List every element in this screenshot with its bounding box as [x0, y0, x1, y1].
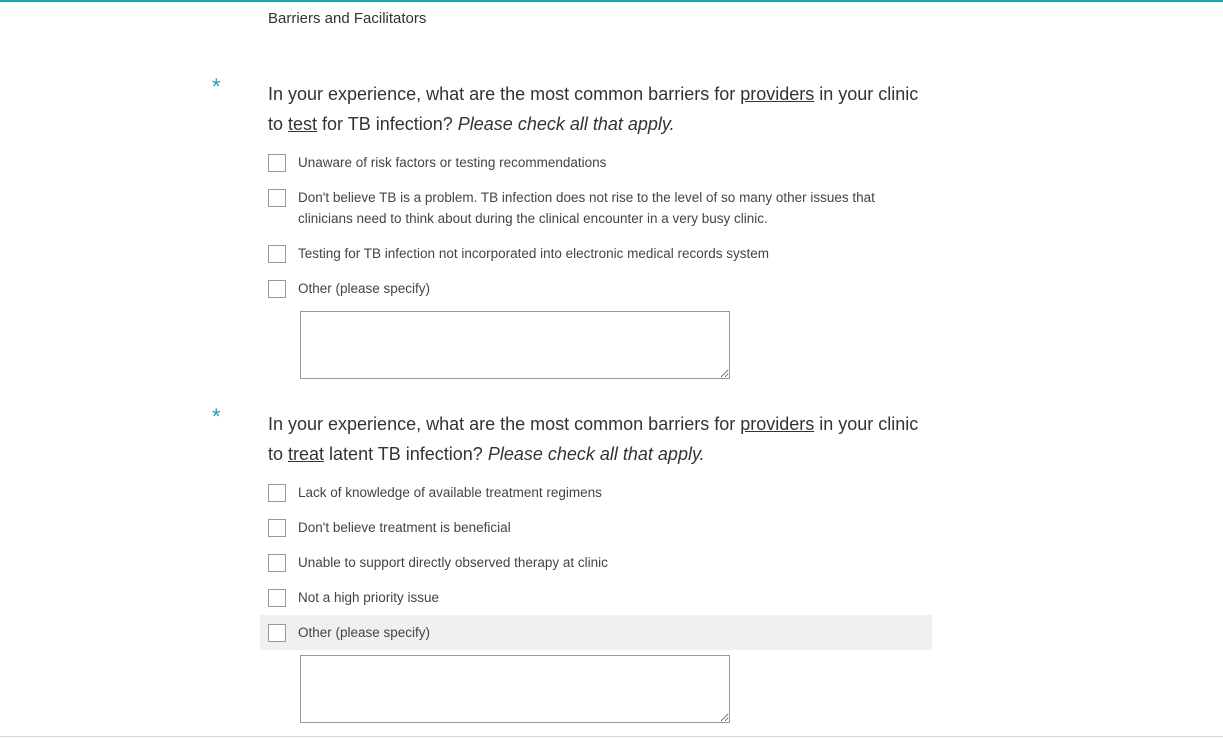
q1-other-textarea[interactable] [300, 311, 730, 379]
q2-option-not-beneficial[interactable] [260, 515, 932, 541]
q2-other-textarea[interactable] [300, 655, 730, 723]
required-asterisk: * [212, 74, 221, 99]
option-label: Lack of knowledge of available treatment regimens [298, 485, 602, 500]
option-label: Testing for TB infection not incorporated into electronic medical records system [298, 246, 769, 261]
checkbox[interactable] [268, 589, 286, 607]
option-label: Unable to support directly observed therapy at clinic [298, 555, 608, 570]
option-label: Unaware of risk factors or testing recommendations [298, 155, 607, 170]
checkbox[interactable] [268, 624, 286, 642]
q2-option-dot[interactable] [260, 550, 932, 576]
section-title: Barriers and Facilitators [268, 10, 427, 27]
checkbox[interactable] [268, 245, 286, 263]
checkbox[interactable] [268, 280, 286, 298]
option-label: Other (please specify) [298, 625, 431, 640]
q2-option-not-priority[interactable] [260, 585, 932, 611]
question-1-text: In your experience, what are the most common barriers for providers in your clinic to test for TB infection? Please check all that apply. [268, 84, 919, 134]
question-2-text: In your experience, what are the most common barriers for providers in your clinic to treat latent TB infection? Please check all that apply. [268, 414, 919, 464]
required-asterisk: * [212, 404, 221, 429]
q1-option-other[interactable] [260, 276, 932, 302]
checkbox[interactable] [268, 154, 286, 172]
checkbox[interactable] [268, 484, 286, 502]
checkbox[interactable] [268, 189, 286, 207]
checkbox[interactable] [268, 519, 286, 537]
option-label: Not a high priority issue [298, 590, 440, 605]
q1-option-unaware[interactable] [260, 150, 932, 176]
option-label: Don't believe TB is a problem. TB infection does not rise to the level of so many other issues that clinicians need to think about during the clinical encounter in a very busy clinic. [298, 190, 875, 226]
bottom-divider [0, 736, 1223, 737]
checkbox[interactable] [268, 554, 286, 572]
q2-option-lack-knowledge[interactable] [260, 480, 932, 506]
q1-option-emr[interactable] [260, 241, 932, 267]
top-accent-bar [0, 0, 1223, 2]
q2-option-other[interactable] [260, 615, 932, 650]
option-label: Other (please specify) [298, 281, 431, 296]
q1-option-dont-believe-problem[interactable] [260, 185, 932, 231]
option-label: Don't believe treatment is beneficial [298, 520, 511, 535]
